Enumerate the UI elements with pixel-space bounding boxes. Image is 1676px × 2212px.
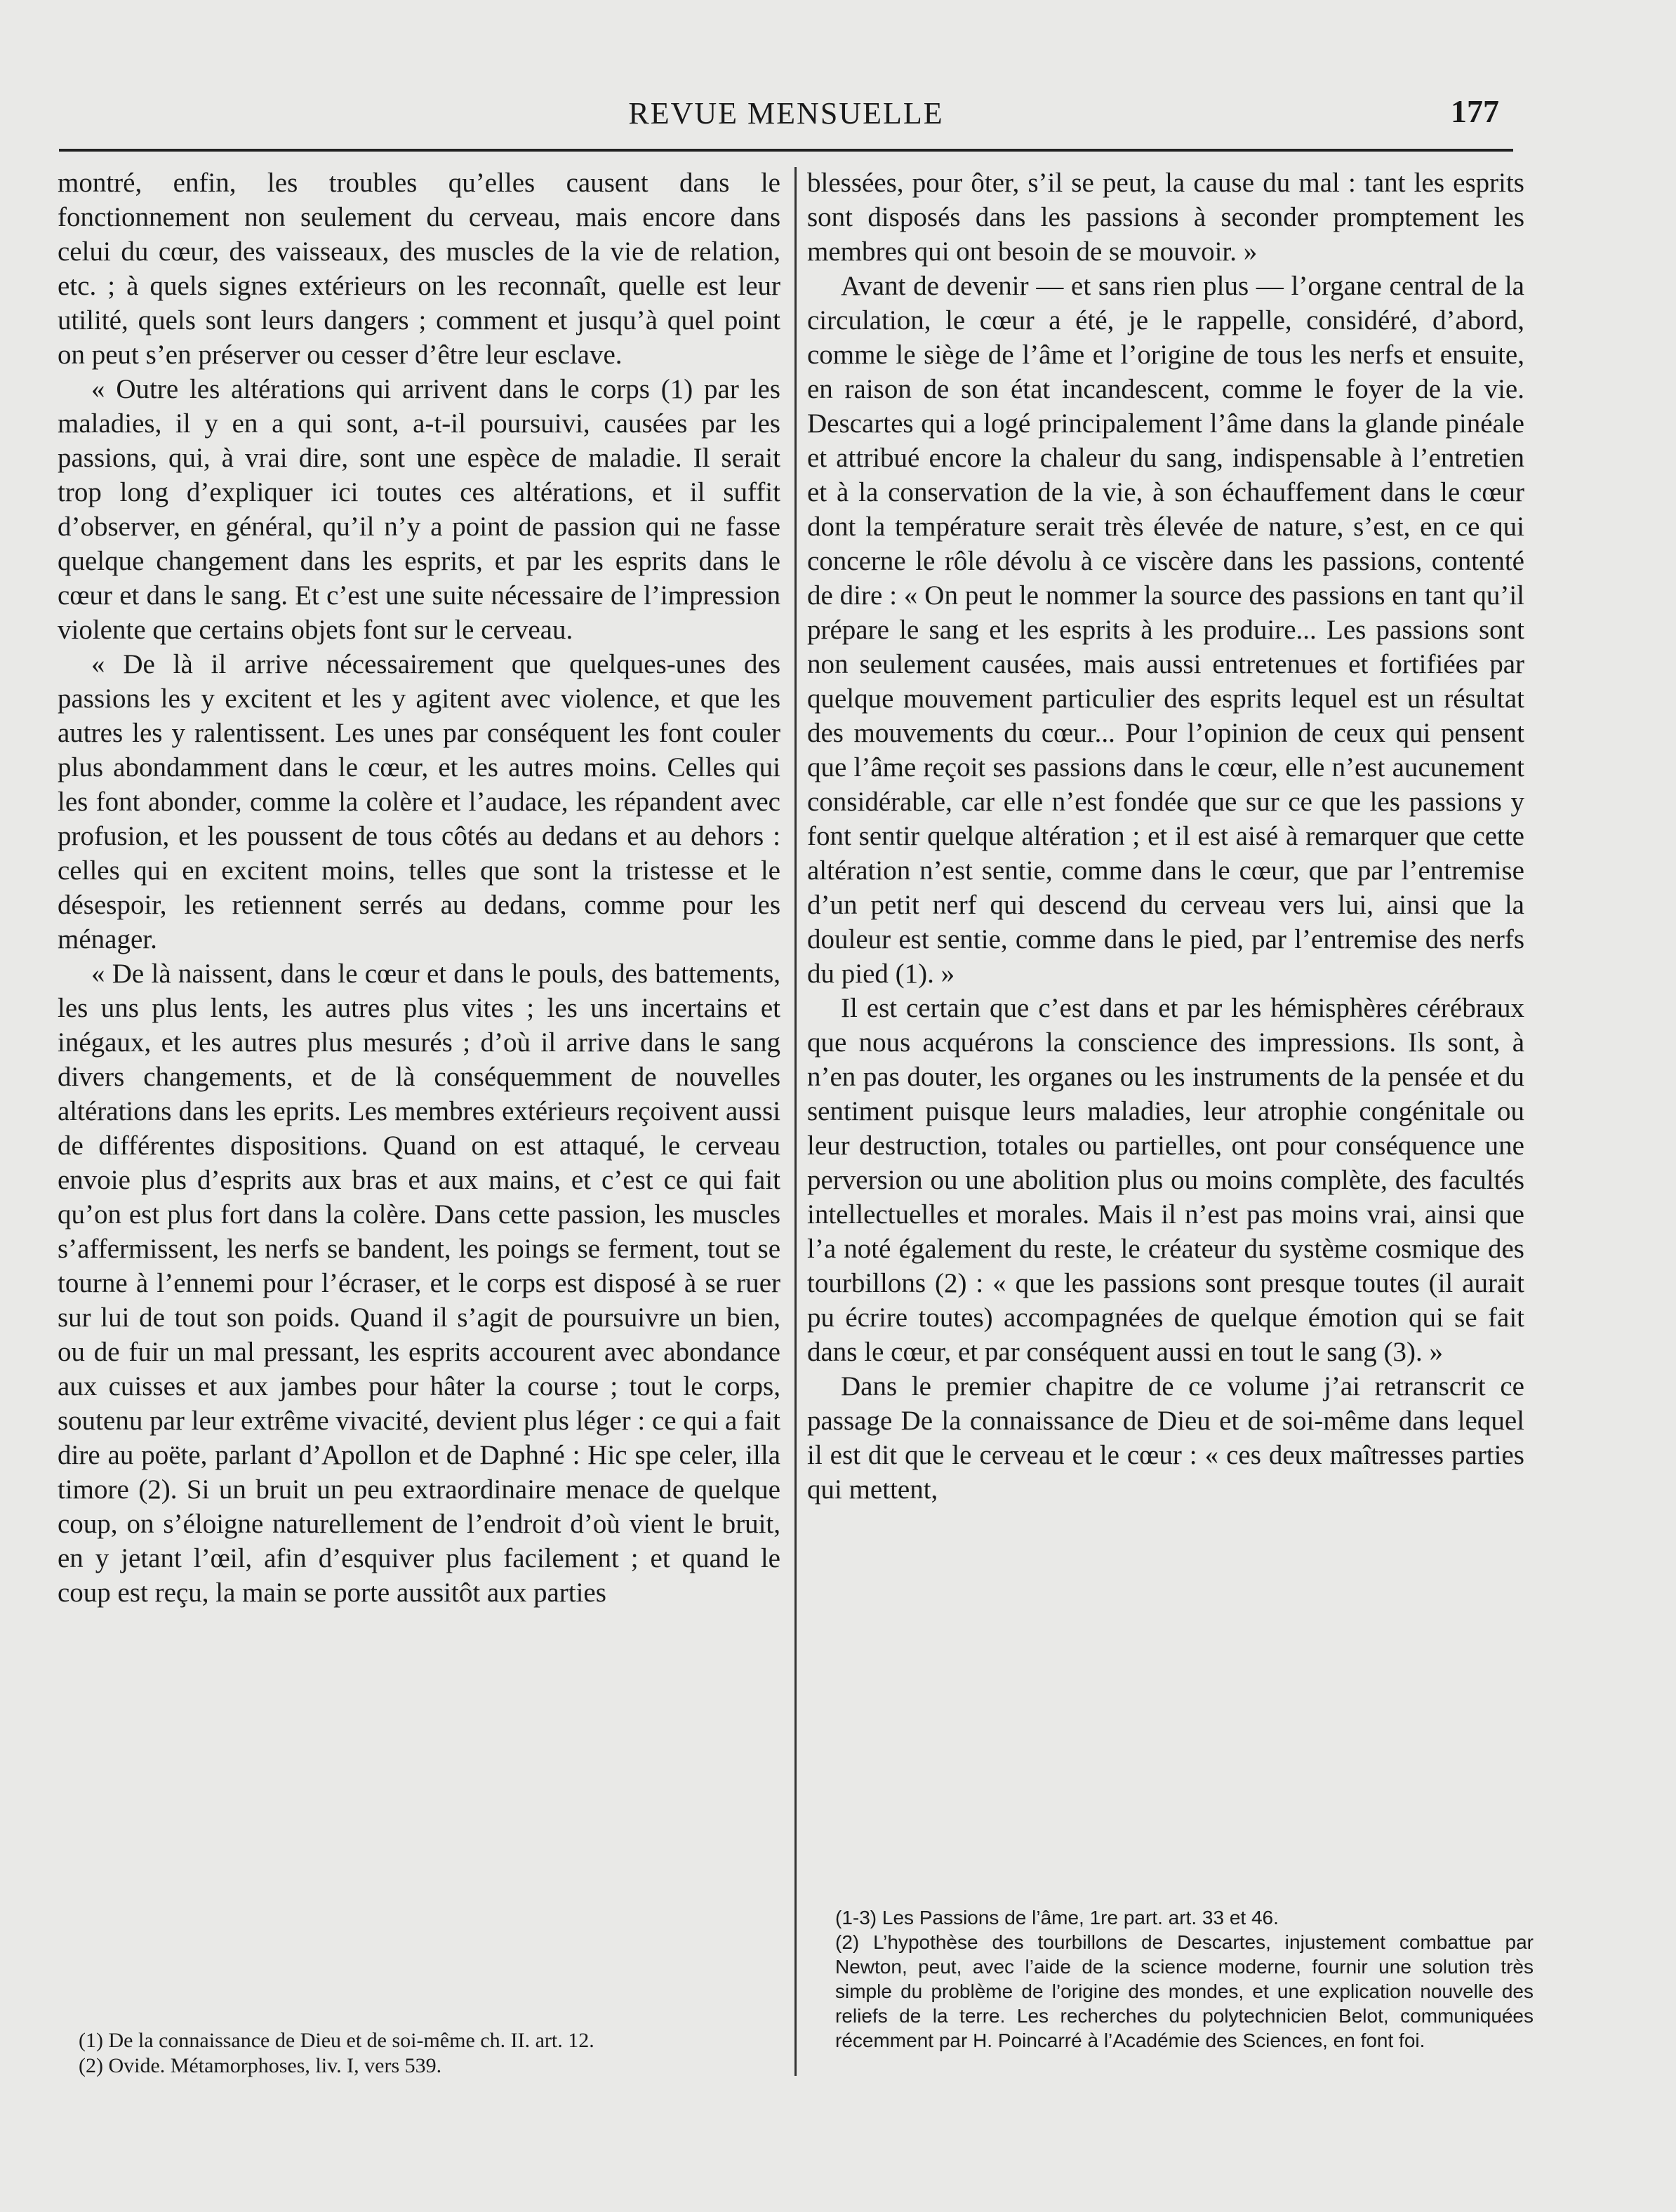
footnote: (1-3) Les Passions de l’âme, 1re part. art. 33 et 46. bbox=[835, 1907, 1279, 1928]
page-header bbox=[59, 90, 1513, 146]
paragraph: montré, enfin, les troubles qu’elles causent dans le fonctionnement non seulement du cerveau, mais encore dans celui du cœur, des vaisseaux, des muscles de la vie de relation, etc. ; à quels signes extérieurs on les reconnaît, quelle est leur utilité, quels sont leurs dangers ; comment et jusqu’à quel point on peut s’en préserver ou cesser d’être leur esclave. bbox=[58, 168, 780, 370]
header-rule bbox=[59, 149, 1513, 152]
paragraph: « Outre les altérations qui arrivent dans le corps (1) par les maladies, il y en a qui sont, a-t-il poursuivi, causées par les passions, qui, à vrai dire, sont une espèce de maladie. Il serait trop long d’expliquer ici toutes ces altérations, et il suffit d’observer, en général, qu’il n’y a point de passion qui ne fasse quelque changement dans les esprits, et par les esprits dans le cœur et dans le sang. Et c’est une suite nécessaire de l’impression violente que certains objets font sur le cerveau. bbox=[58, 374, 780, 645]
right-column bbox=[807, 166, 1524, 1507]
footnote: (2) Ovide. Métamorphoses, liv. I, vers 539. bbox=[79, 2054, 442, 2077]
column-divider bbox=[794, 167, 797, 2076]
footnote: (2) L’hypothèse des tourbillons de Descartes, injustement combattue par Newton, peut, avec l’aide de la science moderne, fournir une solution très simple du problème de l’origine des mondes, et une explication nouvelle des reliefs de la terre. Les recherches du polytechnicien Belot, communiquées récemment par H. Poincarré à l’Académie des Sciences, en font foi. bbox=[835, 1931, 1534, 2051]
footnotes-right bbox=[835, 1905, 1534, 2053]
paragraph: « De là il arrive nécessairement que quelques-unes des passions les y excitent et les y agitent avec violence, et que les autres les y ralentissent. Les unes par conséquent les font couler plus abondamment dans le cœur, et les autres moins. Celles qui les font abonder, comme la colère et l’audace, les répandent avec profusion, et les poussent de tous côtés au dedans et au dehors : celles qui en excitent moins, telles que sont la tristesse et le désespoir, les retiennent serrés au dedans, comme pour les ménager. bbox=[58, 649, 780, 954]
page-number: 177 bbox=[1451, 93, 1499, 129]
paragraph: blessées, pour ôter, s’il se peut, la cause du mal : tant les esprits sont disposés dans les passions à seconder promptement les membres qui ont besoin de se mouvoir. » bbox=[807, 168, 1524, 267]
running-title: REVUE MENSUELLE bbox=[628, 96, 944, 131]
footnote: (1) De la connaissance de Dieu et de soi-même ch. II. art. 12. bbox=[79, 2029, 594, 2052]
paragraph: Il est certain que c’est dans et par les hémisphères cérébraux que nous acquérons la conscience des impressions. Ils sont, à n’en pas douter, les organes ou les instruments de la pensée et du sentiment puisque leurs maladies, leur atrophie congénitale ou leur destruction, totales ou partielles, ont pour conséquence une perversion ou une abolition plus ou moins complète, des facultés intellectuelles et morales. Mais il n’est pas moins vrai, ainsi que l’a noté également du reste, le créateur du système cosmique des tourbillons (2) : « que les passions sont presque toutes (il aurait pu écrire toutes) accompagnées de quelque émotion qui se fait dans le cœur, et par conséquent aussi en tout le sang (3). » bbox=[807, 993, 1524, 1367]
paragraph: Dans le premier chapitre de ce volume j’ai retranscrit ce passage De la connaissance de Dieu et de soi-même dans lequel il est dit que le cerveau et le cœur : « ces deux maîtresses parties qui mettent, bbox=[807, 1371, 1524, 1505]
left-column bbox=[58, 166, 780, 1610]
paragraph: « De là naissent, dans le cœur et dans le pouls, des battements, les uns plus lents, les autres plus vites ; les uns incertains et inégaux, et les autres plus mesurés ; d’où il arrive dans le sang divers changements, et de là conséquemment de nouvelles altérations dans les eprits. Les membres extérieurs reçoivent aussi de différentes dispositions. Quand on est attaqué, le cerveau envoie plus d’esprits aux bras et aux mains, et c’est ce qui fait qu’on est plus fort dans la colère. Dans cette passion, les muscles s’affermissent, les nerfs se bandent, les poings se ferment, tout se tourne à l’ennemi pour l’écraser, et le corps est disposé à se ruer sur lui de tout son poids. Quand il s’agit de poursuivre un bien, ou de fuir un mal pressant, les esprits accourent avec abondance aux cuisses et aux jambes pour hâter la course ; tout le corps, soutenu par leur extrême vivacité, devient plus léger : ce qui a fait dire au poëte, parlant d’Apollon et de Daphné : Hic spe celer, illa timore (2). Si un bruit un peu extraordinaire menace de quelque coup, on s’éloigne naturellement de l’endroit d’où vient le bruit, en y jetant l’œil, afin d’esquiver plus facilement ; et quand le coup est reçu, la main se porte aussitôt aux parties bbox=[58, 959, 780, 1608]
paragraph: Avant de devenir — et sans rien plus — l’organe central de la circulation, le cœur a été, je le rappelle, considéré, d’abord, comme le siège de l’âme et l’origine de tous les nerfs et ensuite, en raison de son état incandescent, comme le foyer de la vie. Descartes qui a logé principalement l’âme dans la glande pinéale et attribué encore la chaleur du sang, indispensable à l’entretien et à la conservation de la vie, à son échauffement dans le cœur dont la température serait très élevée de nature, s’est, en ce qui concerne le rôle dévolu à ce viscère dans les passions, contenté de dire : « On peut le nommer la source des passions en tant qu’il prépare le sang et les esprits à les produire... Les passions sont non seulement causées, mais aussi entretenues et fortifiées par quelque mouvement particulier des esprits lequel est un résultat des mouvements du cœur... Pour l’opinion de ceux qui pensent que l’âme reçoit ses passions dans le cœur, elle n’est aucunement considérable, car elle n’est fondée que sur ce que les passions y font sentir quelque altération ; et il est aisé à remarquer que cette altération n’est sentie, comme dans le cœur, que par l’entremise d’un petit nerf qui descend du cerveau vers lui, ainsi que la douleur est sentie, comme dans le pied, par l’entremise des nerfs du pied (1). » bbox=[807, 271, 1524, 989]
footnotes-left bbox=[79, 2028, 773, 2079]
